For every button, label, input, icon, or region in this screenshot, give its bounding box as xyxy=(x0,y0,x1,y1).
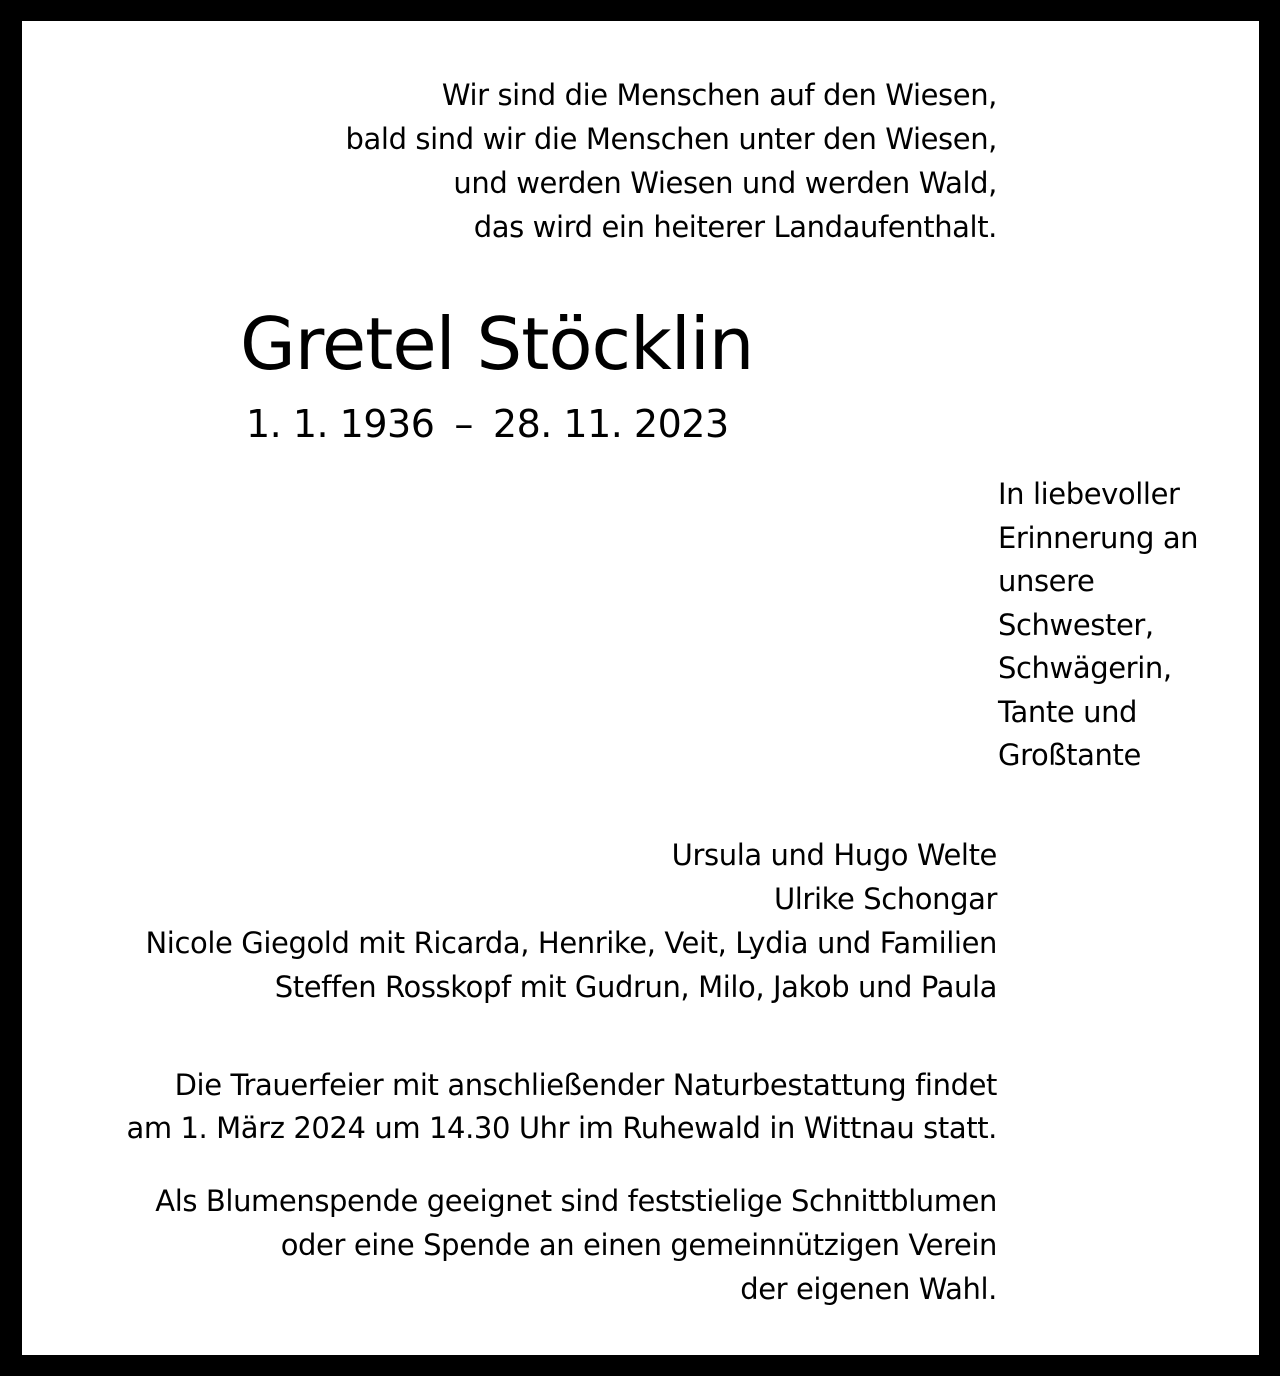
donation-line: oder eine Spende an einen gemeinnützigen Verein xyxy=(280,1228,997,1262)
mourner-line: Ulrike Schongar xyxy=(773,882,997,916)
mourner-line: Ursula und Hugo Welte xyxy=(671,838,997,872)
memory-line: Tante und xyxy=(998,694,1138,729)
mourner-line: Nicole Giegold mit Ricarda, Henrike, Veit, Lydia und Familien xyxy=(145,926,997,960)
ceremony-info xyxy=(126,1064,997,1150)
memory-line: Schwägerin, xyxy=(998,651,1172,685)
memory-dedication xyxy=(998,473,1198,778)
donation-line: der eigenen Wahl. xyxy=(740,1272,997,1306)
poem-line: das wird ein heiterer Landaufenthalt. xyxy=(473,210,997,244)
donation-info xyxy=(155,1179,997,1311)
poem-line: bald sind wir die Menschen unter den Wiesen, xyxy=(345,122,997,156)
mourners-list xyxy=(146,833,997,1009)
birth-date: 1. 1. 1936 xyxy=(246,402,435,446)
memory-line: Erinnerung an xyxy=(998,520,1199,555)
poem-line: und werden Wiesen und werden Wald, xyxy=(453,166,997,200)
date-separator: – xyxy=(454,402,473,446)
life-dates xyxy=(246,399,729,449)
obituary-notice xyxy=(22,21,1259,1355)
memory-line: Schwester, xyxy=(998,607,1154,642)
mourner-line: Steffen Rosskopf mit Gudrun, Milo, Jakob und Paula xyxy=(274,970,997,1004)
ceremony-line: am 1. März 2024 um 14.30 Uhr im Ruhewald in Wittnau statt. xyxy=(126,1111,997,1145)
donation-line: Als Blumenspende geeignet sind feststielige Schnittblumen xyxy=(155,1184,997,1218)
memory-line: In liebevoller xyxy=(998,477,1180,511)
ceremony-line: Die Trauerfeier mit anschließender Naturbestattung findet xyxy=(174,1068,997,1102)
poem-line: Wir sind die Menschen auf den Wiesen, xyxy=(441,78,997,112)
memory-line: unsere xyxy=(998,564,1095,598)
memory-line: Großtante xyxy=(998,738,1141,772)
deceased-name: Gretel Stöcklin xyxy=(240,302,754,386)
poem-quote xyxy=(346,73,997,249)
death-date: 28. 11. 2023 xyxy=(492,402,729,446)
